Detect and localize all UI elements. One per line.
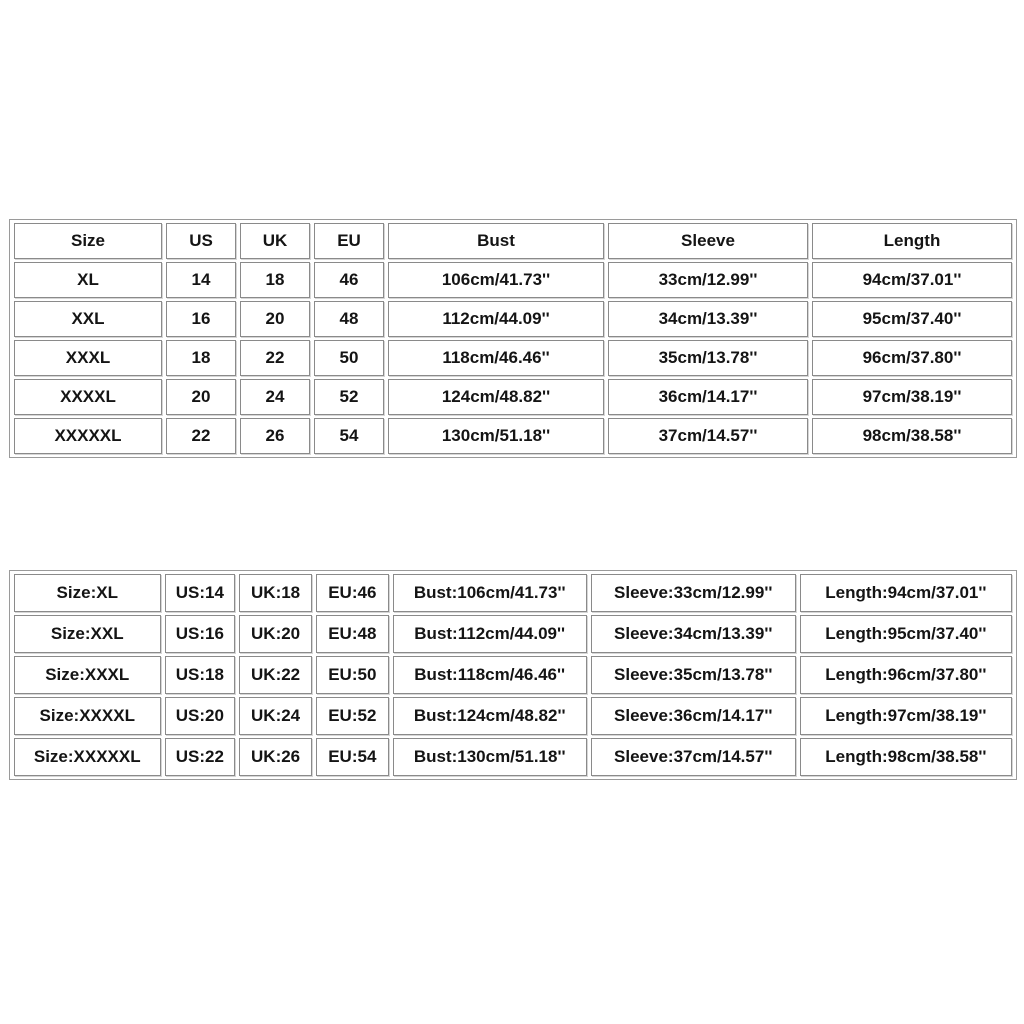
table-row (14, 418, 1012, 454)
cell-bust: 130cm/51.18'' (388, 418, 604, 454)
cell-size: Size:XXXXXL (14, 738, 161, 776)
cell-eu: EU:48 (316, 615, 389, 653)
cell-uk: UK:18 (239, 574, 312, 612)
cell-bust: Bust:106cm/41.73'' (393, 574, 587, 612)
cell-us: US:22 (165, 738, 236, 776)
cell-length: 94cm/37.01'' (812, 262, 1012, 298)
cell-uk: UK:24 (239, 697, 312, 735)
cell-us: US:16 (165, 615, 236, 653)
cell-eu: EU:52 (316, 697, 389, 735)
cell-length: Length:97cm/38.19'' (800, 697, 1012, 735)
cell-sleeve: Sleeve:35cm/13.78'' (591, 656, 796, 694)
cell-length: Length:94cm/37.01'' (800, 574, 1012, 612)
cell-sleeve: Sleeve:37cm/14.57'' (591, 738, 796, 776)
cell-sleeve: Sleeve:34cm/13.39'' (591, 615, 796, 653)
labeled-size-table (10, 571, 1016, 779)
cell-sleeve: 34cm/13.39'' (608, 301, 808, 337)
cell-bust: 112cm/44.09'' (388, 301, 604, 337)
cell-uk: UK:26 (239, 738, 312, 776)
cell-uk: 18 (240, 262, 310, 298)
cell-eu: EU:46 (316, 574, 389, 612)
cell-size: XXXXXL (14, 418, 162, 454)
header-cell-sleeve: Sleeve (608, 223, 808, 259)
cell-size: XXXXL (14, 379, 162, 415)
header-cell-size: Size (14, 223, 162, 259)
cell-bust: Bust:118cm/46.46'' (393, 656, 587, 694)
cell-length: 95cm/37.40'' (812, 301, 1012, 337)
cell-length: 97cm/38.19'' (812, 379, 1012, 415)
cell-bust: 124cm/48.82'' (388, 379, 604, 415)
cell-size: XL (14, 262, 162, 298)
cell-eu: 54 (314, 418, 384, 454)
cell-us: US:20 (165, 697, 236, 735)
cell-sleeve: Sleeve:36cm/14.17'' (591, 697, 796, 735)
header-cell-bust: Bust (388, 223, 604, 259)
cell-uk: 22 (240, 340, 310, 376)
cell-length: 98cm/38.58'' (812, 418, 1012, 454)
size-table (10, 220, 1016, 457)
cell-length: Length:98cm/38.58'' (800, 738, 1012, 776)
cell-eu: 50 (314, 340, 384, 376)
cell-uk: 24 (240, 379, 310, 415)
cell-bust: Bust:130cm/51.18'' (393, 738, 587, 776)
header-cell-eu: EU (314, 223, 384, 259)
cell-bust: Bust:124cm/48.82'' (393, 697, 587, 735)
cell-us: US:18 (165, 656, 236, 694)
cell-size: Size:XXXXL (14, 697, 161, 735)
header-cell-uk: UK (240, 223, 310, 259)
cell-us: 18 (166, 340, 236, 376)
cell-eu: 46 (314, 262, 384, 298)
table-row (14, 301, 1012, 337)
table-row (14, 615, 1012, 653)
cell-length: Length:96cm/37.80'' (800, 656, 1012, 694)
cell-eu: 48 (314, 301, 384, 337)
cell-eu: EU:50 (316, 656, 389, 694)
table-row (14, 574, 1012, 612)
cell-sleeve: 33cm/12.99'' (608, 262, 808, 298)
cell-uk: UK:20 (239, 615, 312, 653)
table-row (14, 379, 1012, 415)
header-cell-us: US (166, 223, 236, 259)
cell-size: Size:XL (14, 574, 161, 612)
cell-us: 16 (166, 301, 236, 337)
cell-sleeve: 37cm/14.57'' (608, 418, 808, 454)
cell-bust: 106cm/41.73'' (388, 262, 604, 298)
cell-us: 22 (166, 418, 236, 454)
table-row (14, 262, 1012, 298)
cell-us: 14 (166, 262, 236, 298)
cell-uk: 20 (240, 301, 310, 337)
cell-bust: 118cm/46.46'' (388, 340, 604, 376)
cell-uk: 26 (240, 418, 310, 454)
cell-us: US:14 (165, 574, 236, 612)
table-row (14, 340, 1012, 376)
cell-sleeve: Sleeve:33cm/12.99'' (591, 574, 796, 612)
cell-sleeve: 35cm/13.78'' (608, 340, 808, 376)
cell-size: Size:XXL (14, 615, 161, 653)
cell-us: 20 (166, 379, 236, 415)
cell-uk: UK:22 (239, 656, 312, 694)
table-row (14, 656, 1012, 694)
table-row (14, 697, 1012, 735)
size-chart-table (9, 219, 1017, 458)
cell-size: XXL (14, 301, 162, 337)
cell-length: 96cm/37.80'' (812, 340, 1012, 376)
cell-size: XXXL (14, 340, 162, 376)
table-row (14, 738, 1012, 776)
cell-eu: 52 (314, 379, 384, 415)
header-cell-length: Length (812, 223, 1012, 259)
table-header-row (14, 223, 1012, 259)
size-chart-labeled-table (9, 570, 1017, 780)
cell-sleeve: 36cm/14.17'' (608, 379, 808, 415)
cell-eu: EU:54 (316, 738, 389, 776)
cell-size: Size:XXXL (14, 656, 161, 694)
cell-bust: Bust:112cm/44.09'' (393, 615, 587, 653)
cell-length: Length:95cm/37.40'' (800, 615, 1012, 653)
